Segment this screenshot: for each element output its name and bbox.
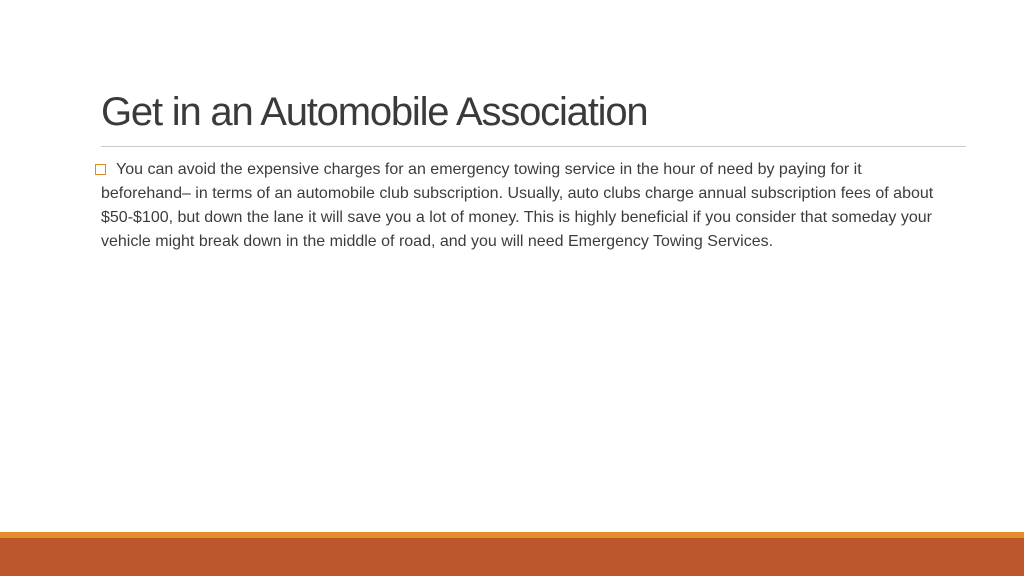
footer-band xyxy=(0,538,1024,576)
bullet-text: You can avoid the expensive charges for an emergency towing service in the hour of need by paying for it beforehand– in terms of an automobile club subscription. Usually, auto clubs charge annual subscription fees of about $50-$100, but down the lane it will save you a lot of money. This is highly beneficial if you consider that someday your vehicle might break down in the middle of road, and you will need Emergency Towing Services. xyxy=(101,161,934,250)
slide-body xyxy=(101,158,951,254)
bullet-item xyxy=(101,158,951,254)
title-divider xyxy=(101,146,966,147)
slide-title: Get in an Automobile Association xyxy=(101,90,648,134)
hollow-square-bullet-icon xyxy=(95,164,106,175)
